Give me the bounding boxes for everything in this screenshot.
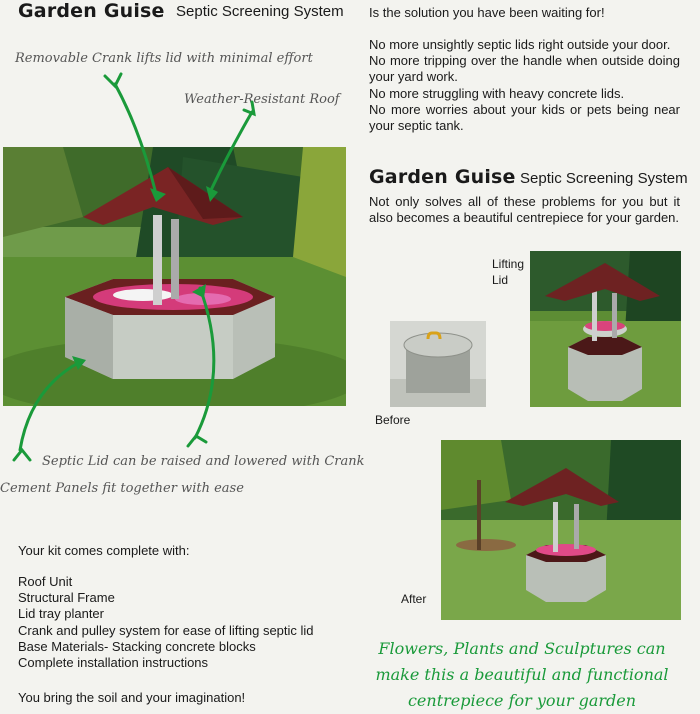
kit-item: Base Materials- Stacking concrete blocks xyxy=(18,638,256,654)
caption-line: Flowers, Plants and Sculptures can xyxy=(378,639,666,658)
after-photo xyxy=(441,440,681,620)
arrowhead-panels xyxy=(72,356,86,370)
arrow-crank xyxy=(115,84,155,190)
lifting-lid-label xyxy=(492,256,524,288)
callout-lid: Septic Lid can be raised and lowered with Crank xyxy=(42,454,365,469)
before-label: Before xyxy=(375,413,411,427)
kit-item: Crank and pulley system for ease of lifting septic lid xyxy=(18,622,314,638)
lifting-label-line: Lid xyxy=(492,273,509,287)
arrowhead-crank xyxy=(150,188,166,202)
arrow-lid-tail xyxy=(188,436,206,446)
callout-roof: Weather-Resistant Roof xyxy=(184,92,340,107)
arrowhead-lid xyxy=(192,284,206,298)
callout-arrows xyxy=(0,70,360,500)
kit-closing: You bring the soil and your imagination! xyxy=(18,690,246,705)
after-label: After xyxy=(401,592,427,606)
callout-panels: Cement Panels fit together with ease xyxy=(0,481,244,496)
kit-item: Structural Frame xyxy=(18,590,115,606)
arrow-roof xyxy=(212,112,252,188)
lifting-lid-photo xyxy=(530,251,681,407)
arrow-crank-tail xyxy=(105,74,121,86)
before-photo xyxy=(390,321,486,407)
problem-item: No more tripping over the handle when outside doing your yard work. xyxy=(369,53,680,85)
kit-heading: Your kit comes complete with: xyxy=(18,543,190,558)
arrow-panels xyxy=(20,363,78,450)
section2-brand: Garden Guise xyxy=(369,166,516,188)
kit-list xyxy=(18,574,314,671)
kit-item: Roof Unit xyxy=(18,574,73,589)
arrow-panels-tail xyxy=(14,450,30,460)
brand-subtitle: Septic Screening System xyxy=(176,3,344,20)
section2-subtitle: Septic Screening System xyxy=(520,170,688,187)
callout-crank: Removable Crank lifts lid with minimal effort xyxy=(15,51,313,66)
lifting-label-line: Lifting xyxy=(492,257,525,271)
brand-title: Garden Guise xyxy=(18,0,165,22)
arrow-roof-tail xyxy=(244,102,254,114)
problems-list xyxy=(369,37,680,134)
arrow-lid xyxy=(195,288,214,438)
problem-item: No more struggling with heavy concrete lids. xyxy=(369,85,625,101)
intro-text: Is the solution you have been waiting for! xyxy=(369,5,605,20)
problem-item: No more worries about your kids or pets being near your septic tank. xyxy=(369,101,680,134)
problem-item: No more unsightly septic lids right outside your door. xyxy=(369,37,671,52)
kit-item: Lid tray planter xyxy=(18,606,104,622)
section2-text: Not only solves all of these problems for you but it also becomes a beautiful centrepiece for your garden. xyxy=(369,194,680,226)
kit-item: Complete installation instructions xyxy=(18,655,209,671)
green-caption xyxy=(372,636,672,714)
caption-line: centrepiece for your garden xyxy=(407,691,637,710)
caption-line: make this a beautiful and functional xyxy=(375,665,669,684)
